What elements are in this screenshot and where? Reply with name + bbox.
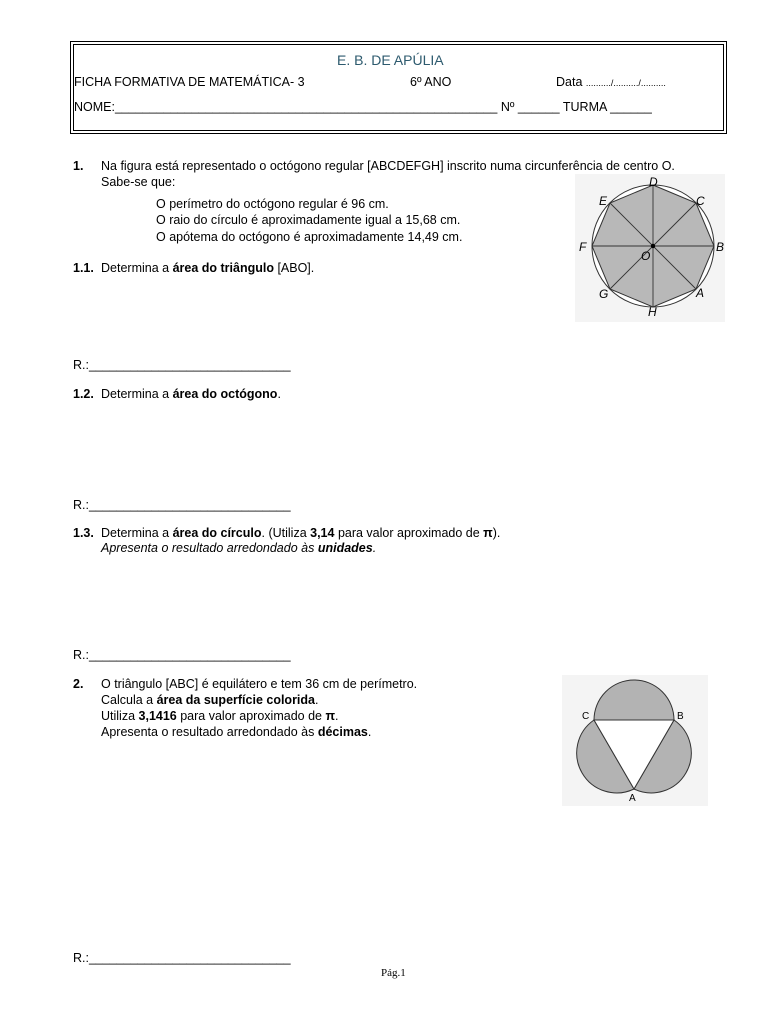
- q1-1-number: 1.1.: [73, 261, 94, 275]
- q1-3-text-a: Determina a: [101, 526, 173, 540]
- answer-blank: _____________________________: [88, 648, 291, 662]
- vertex-label-e: E: [599, 194, 608, 208]
- q1-1-text: [101, 261, 314, 275]
- number-label: Nº: [500, 100, 515, 114]
- q1-number: 1.: [73, 159, 84, 173]
- answer-label: R.:: [73, 498, 89, 512]
- q1-fact-2: O raio do círculo é aproximadamente igual a 15,68 cm.: [156, 213, 461, 227]
- q2-line3-a: Utiliza: [101, 709, 139, 723]
- answer-line-2[interactable]: [73, 951, 291, 965]
- class-blank: ______: [610, 100, 652, 114]
- q1-3-text-d: ).: [492, 526, 501, 540]
- vertex-label-g: G: [599, 287, 609, 301]
- q2-line4-bold: décimas: [317, 725, 368, 739]
- answer-blank: _____________________________: [88, 498, 291, 512]
- vertex-label-a: A: [696, 286, 705, 300]
- center-label-o: O: [641, 249, 651, 263]
- answer-line-1-2[interactable]: [73, 498, 291, 512]
- q2-line3-c: .: [335, 709, 339, 723]
- grade-label: 6º ANO: [410, 75, 452, 89]
- page-number: Pág.1: [381, 967, 406, 979]
- triangle-label-b: B: [677, 711, 684, 722]
- q1-3-line2-a: Apresenta o resultado arredondado às: [101, 541, 318, 555]
- q1-3-instruction: [101, 541, 376, 555]
- q2-line-4: [101, 725, 371, 739]
- q2-number: 2.: [73, 677, 84, 691]
- q1-3-text: [101, 526, 500, 540]
- q2-line2-bold: área da superfície colorida: [156, 693, 315, 707]
- q1-1-text-bold: área do triângulo: [172, 261, 274, 275]
- name-field[interactable]: [74, 100, 652, 114]
- q1-fact-1: O perímetro do octógono regular é 96 cm.: [156, 197, 389, 211]
- answer-label: R.:: [73, 648, 89, 662]
- q1-2-text: [101, 387, 281, 401]
- q1-3-text-c: para valor aproximado de: [334, 526, 484, 540]
- vertex-label-c: C: [696, 194, 705, 208]
- q1-2-number: 1.2.: [73, 387, 94, 401]
- answer-line-1-1[interactable]: [73, 358, 291, 372]
- class-label: TURMA: [562, 100, 607, 114]
- name-blank: _______________________________________________________: [114, 100, 498, 114]
- q1-1-text-b: [ABO].: [273, 261, 315, 275]
- q1-3-line2-b: .: [372, 541, 377, 555]
- q1-3-pi: π: [483, 526, 493, 540]
- q1-3-text-b: . (Utiliza: [261, 526, 311, 540]
- q1-3-number: 1.3.: [73, 526, 94, 540]
- center-point: [651, 244, 655, 248]
- answer-label: R.:: [73, 951, 89, 965]
- vertex-label-f: F: [579, 240, 587, 254]
- q1-known: Sabe-se que:: [101, 175, 176, 189]
- q1-intro: Na figura está representado o octógono regular [ABCDEFGH] inscrito numa circunferência de centro O.: [101, 159, 675, 173]
- octagon-figure: [575, 174, 725, 322]
- q2-line4-a: Apresenta o resultado arredondado às: [101, 725, 318, 739]
- q1-2-text-a: Determina a: [101, 387, 173, 401]
- date-label: Data: [556, 75, 583, 89]
- q1-2-text-bold: área do octógono: [172, 387, 278, 401]
- q2-line-2: [101, 693, 318, 707]
- vertex-label-h: H: [648, 305, 657, 319]
- q1-3-text-bold: área do círculo: [172, 526, 262, 540]
- date-blanks: ........../........../..........: [585, 78, 666, 88]
- q2-line2-b: .: [315, 693, 319, 707]
- q1-1-text-a: Determina a: [101, 261, 173, 275]
- date-field[interactable]: [556, 75, 666, 89]
- q1-3-text-bold2: 3,14: [310, 526, 335, 540]
- q1-fact-3: O apótema do octógono é aproximadamente 14,49 cm.: [156, 230, 463, 244]
- q2-line3-b: para valor aproximado de: [176, 709, 326, 723]
- q1-3-line2-bold: unidades: [317, 541, 373, 555]
- name-label: NOME:: [74, 100, 115, 114]
- vertex-label-b: B: [716, 240, 725, 254]
- triangle-semicircles-figure: [562, 675, 708, 806]
- answer-line-1-3[interactable]: [73, 648, 291, 662]
- sheet-title: FICHA FORMATIVA DE MATEMÁTICA- 3: [74, 75, 305, 89]
- answer-label: R.:: [73, 358, 89, 372]
- number-blank: ______: [517, 100, 560, 114]
- triangle-label-a: A: [629, 793, 636, 804]
- q1-2-text-b: .: [277, 387, 281, 401]
- triangle-label-c: C: [582, 711, 590, 722]
- q2-line4-b: .: [367, 725, 372, 739]
- q2-pi: π: [325, 709, 336, 723]
- q2-line3-bold: 3,1416: [138, 709, 177, 723]
- answer-blank: _____________________________: [88, 358, 291, 372]
- vertex-label-d: D: [649, 175, 658, 189]
- q2-line-1: O triângulo [ABC] é equilátero e tem 36 cm de perímetro.: [101, 677, 418, 691]
- q2-line2-a: Calcula a: [101, 693, 157, 707]
- q2-line-3: [101, 709, 339, 723]
- school-name: E. B. DE APÚLIA: [337, 52, 444, 68]
- answer-blank: _____________________________: [88, 951, 291, 965]
